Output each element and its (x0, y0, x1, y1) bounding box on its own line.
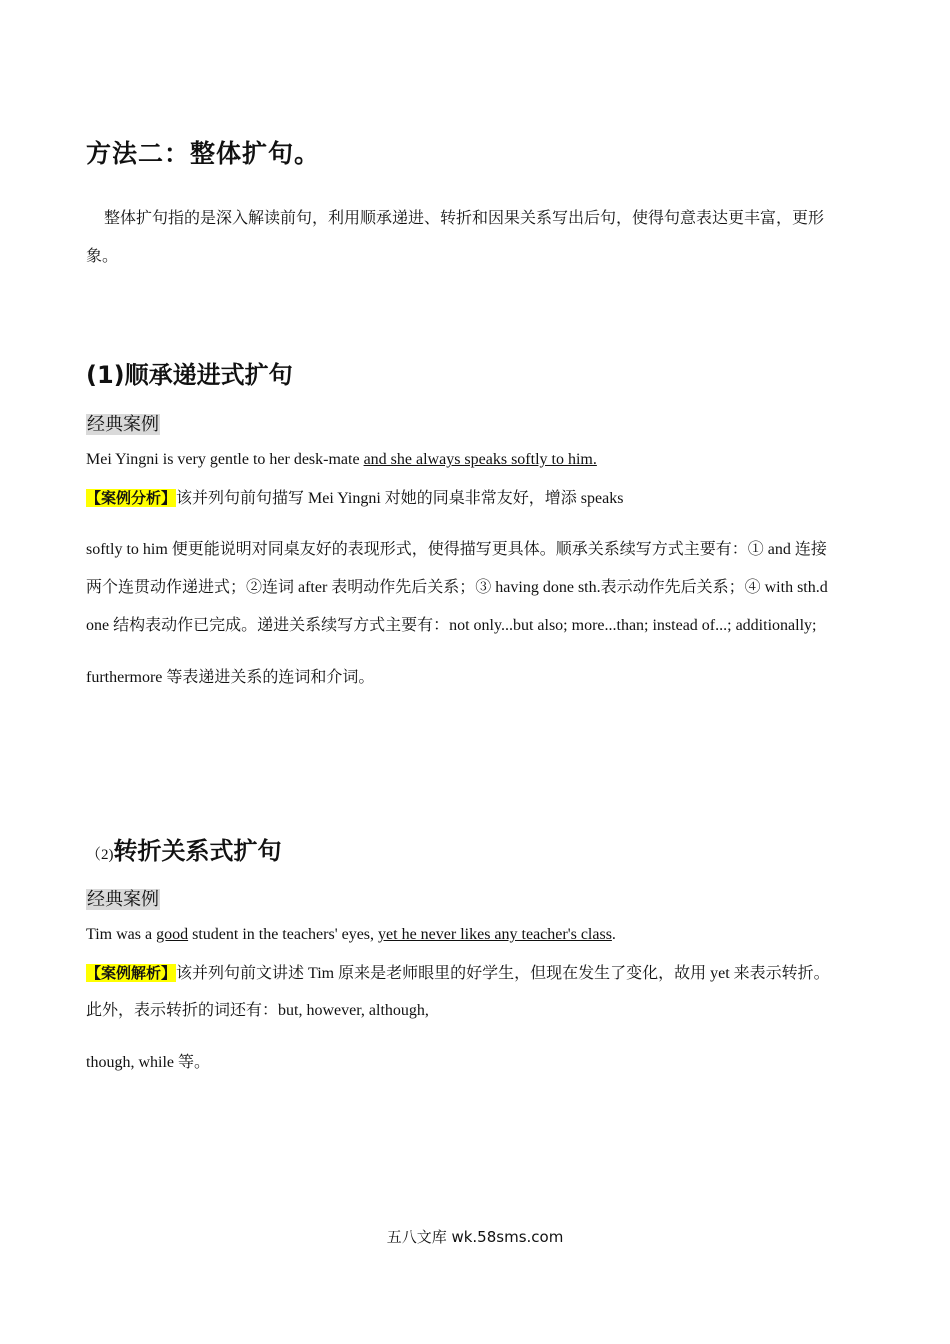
section1-example-plain: Mei Yingni is very gentle to her desk-mate (86, 451, 364, 468)
section1-example (86, 450, 597, 470)
section2-example-good: good (156, 926, 189, 943)
section2-analysis-text-1: 该并列句前文讲述 Tim 原来是老师眼里的好学生，但现在发生了变化，故用 yet 来表示转折。 (176, 965, 830, 982)
page-footer: 五八文库 wk.58sms.com (386, 1228, 564, 1246)
section2-case-label-wrap (86, 885, 160, 911)
section1-analysis-line-4: one 结构表动作已完成。递进关系续写方式主要有：not only...but also; more...than; instead of...; additionally; (86, 617, 817, 634)
intro-line-2: 象。 (86, 248, 119, 265)
section1-analysis-text-1: 该并列句前句描写 Mei Yingni 对她的同桌非常友好，增添 speaks (176, 490, 624, 507)
section1-analysis-tag: 【案例分析】 (86, 489, 177, 507)
section1-analysis-line-2: softly to him 便更能说明对同桌友好的表现形式，使得描写更具体。顺承关系续写方式主要有：① and 连接 (86, 541, 827, 558)
intro-line-1: 整体扩句指的是深入解读前句，利用顺承递进、转折和因果关系写出后句，使得句意表达更丰富，更形 (104, 210, 825, 227)
section1-case-label-wrap (86, 410, 160, 436)
section1-case-label: 经典案例 (87, 414, 159, 435)
section1-analysis-line-5: furthermore 等表递进关系的连词和介词。 (86, 669, 375, 686)
section2-analysis-line-1 (86, 963, 830, 984)
section2-analysis-line-3: though, while 等。 (86, 1054, 210, 1071)
section2-example-end: . (611, 926, 616, 943)
section2-example-part-2: student in the teachers' eyes, (188, 926, 379, 943)
section1-example-underlined: and she always speaks softly to him. (363, 451, 597, 468)
section2-heading-number: （2) (86, 847, 114, 863)
section1-analysis-line-3: 两个连贯动作递进式；②连词 after 表明动作先后关系；③ having done sth.表示动作先后关系；④ with sth.d (86, 579, 828, 596)
section2-example-underlined: yet he never likes any teacher's class (378, 926, 612, 943)
section2-example (86, 925, 616, 945)
section2-analysis-line-2: 此外，表示转折的词还有：but, however, although, (86, 1002, 429, 1019)
section1-heading: (1)顺承递进式扩句 (86, 361, 293, 389)
section2-example-part-1: Tim was a (86, 926, 157, 943)
section2-case-label: 经典案例 (87, 889, 159, 910)
section2-heading-text: 转折关系式扩句 (113, 837, 282, 865)
section2-heading (86, 831, 282, 866)
section1-analysis-line-1 (86, 488, 623, 509)
method-title: 方法二：整体扩句。 (86, 139, 321, 168)
section2-analysis-tag: 【案例解析】 (86, 964, 177, 982)
